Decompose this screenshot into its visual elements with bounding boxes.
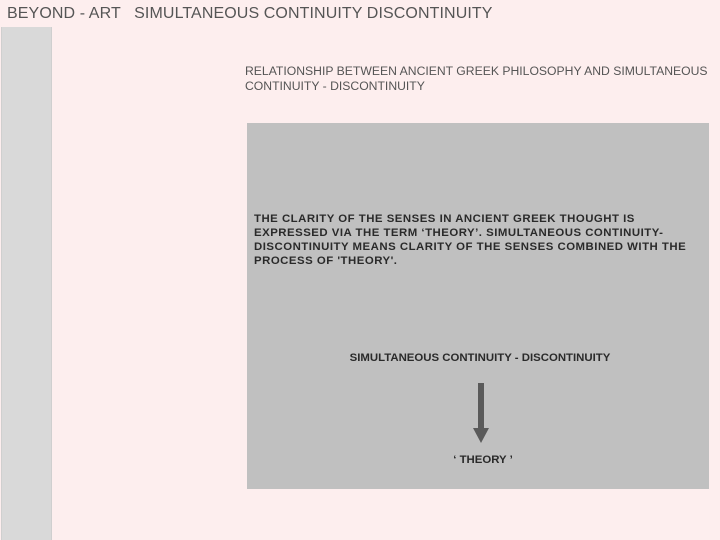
content-panel xyxy=(247,123,709,489)
page-title: BEYOND - ART SIMULTANEOUS CONTINUITY DISCONTINUITY xyxy=(7,5,493,22)
arrow-down-icon xyxy=(473,383,489,443)
panel-body-text: THE CLARITY OF THE SENSES IN ANCIENT GREEK THOUGHT IS EXPRESSED VIA THE TERM ‘THEORY’. SIMULTANEOUS CONTINUITY-DISCONTINUITY MEANS CLARITY OF THE SENSES COMBINED WITH THE PROCESS OF 'THEORY'. xyxy=(254,213,687,267)
panel-heading: SIMULTANEOUS CONTINUITY - DISCONTINUITY xyxy=(349,352,611,364)
left-sidebar-strip xyxy=(1,27,52,540)
page-subtitle: RELATIONSHIP BETWEEN ANCIENT GREEK PHILOSOPHY AND SIMULTANEOUS CONTINUITY - DISCONTINUITY xyxy=(245,64,708,93)
theory-label: ‘ THEORY ’ xyxy=(453,454,513,466)
